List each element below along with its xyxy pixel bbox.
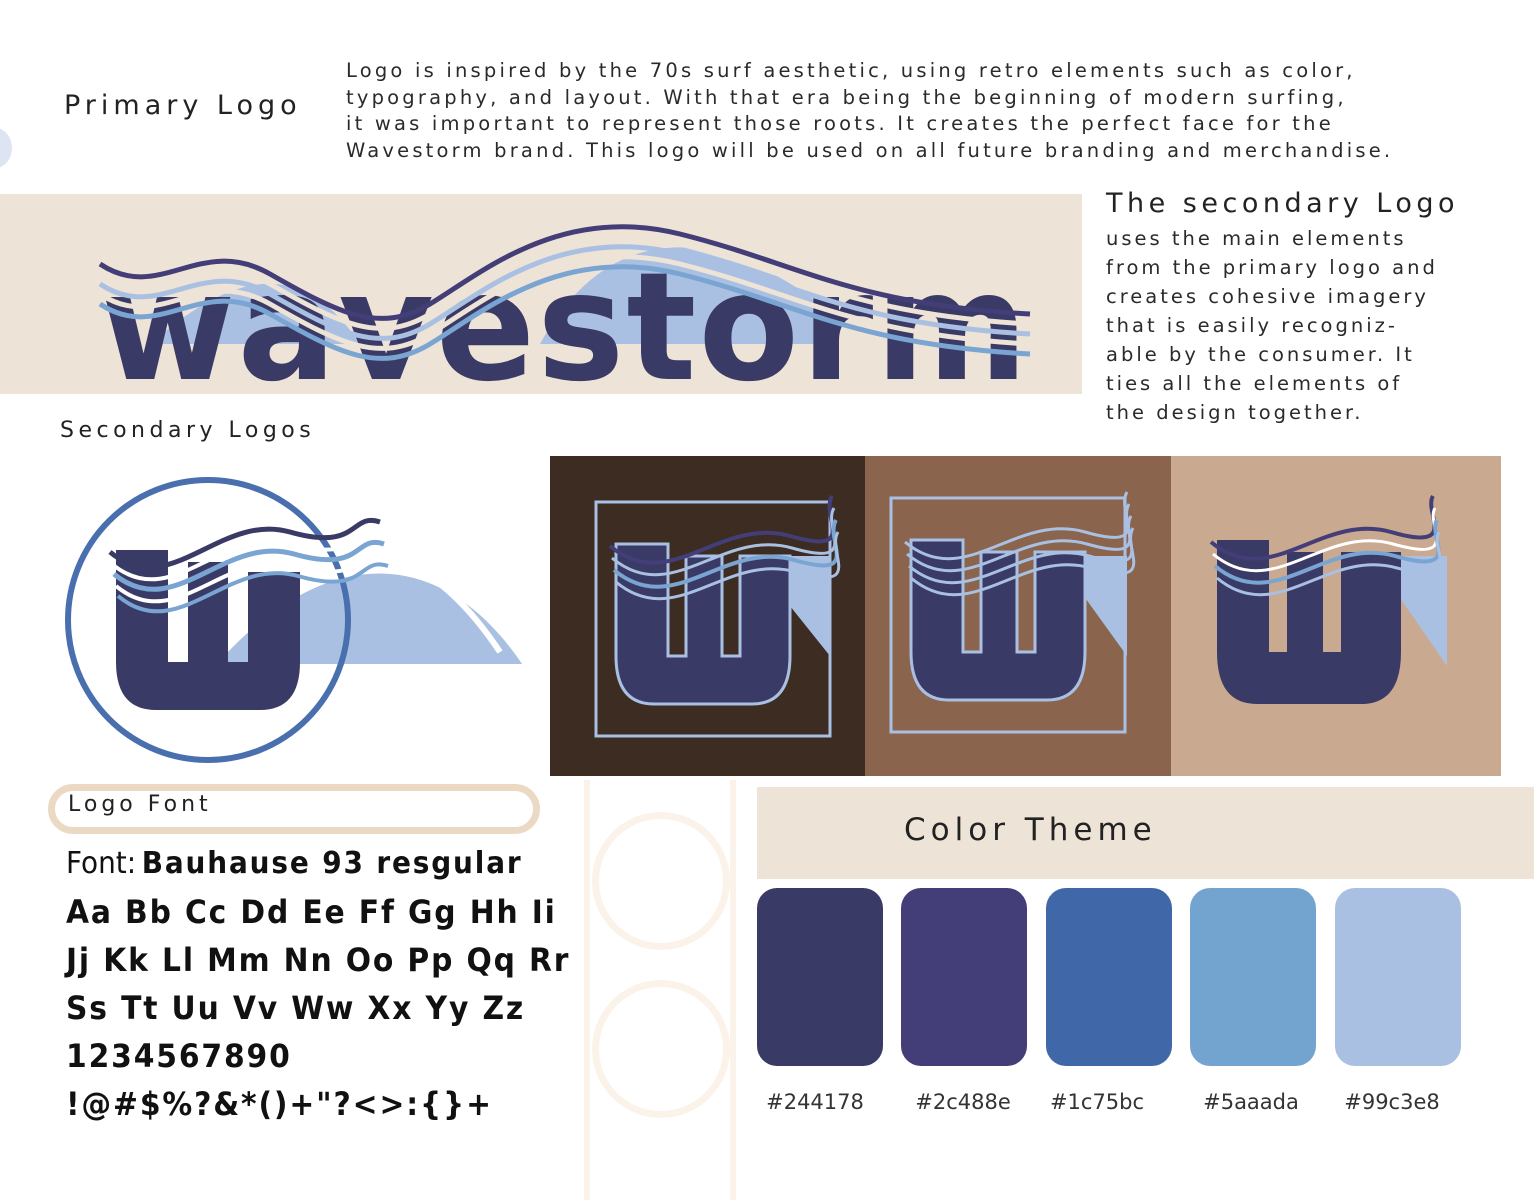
specimen-line: Aa Bb Cc Dd Ee Ff Gg Hh Ii bbox=[66, 893, 557, 931]
logo-panel-light bbox=[1171, 456, 1501, 776]
specimen-line: Ss Tt Uu Vv Ww Xx Yy Zz bbox=[66, 989, 526, 1027]
description-line: typography, and layout. With that era being the beginning of modern surfing, bbox=[346, 85, 1347, 109]
font-name-row bbox=[66, 840, 550, 888]
description-line: from the primary logo and bbox=[1106, 256, 1438, 279]
description-line: creates cohesive imagery bbox=[1106, 285, 1429, 308]
color-swatch bbox=[901, 888, 1027, 1066]
description-line: that is easily recogniz- bbox=[1106, 314, 1398, 337]
decorative-ring bbox=[592, 980, 730, 1118]
decorative-line bbox=[730, 780, 736, 1200]
font-prefix: Font: bbox=[66, 846, 137, 881]
swatch-hex-label: #2c488e bbox=[915, 1090, 1011, 1114]
w-logo-tan bbox=[1171, 456, 1501, 776]
decorative-blob bbox=[0, 128, 12, 168]
description-line: able by the consumer. It bbox=[1106, 343, 1415, 366]
font-specimen bbox=[66, 840, 586, 1128]
description-line: ties all the elements of bbox=[1106, 372, 1403, 395]
description-line: uses the main elements bbox=[1106, 227, 1407, 250]
wavestorm-wordmark-logo bbox=[0, 194, 1082, 394]
font-name: Bauhause 93 resgular bbox=[141, 846, 523, 881]
description-line: the design together. bbox=[1106, 401, 1364, 424]
specimen-line: !@#$%?&*()+"?<>:{}+ bbox=[66, 1085, 493, 1123]
primary-logo-title: Primary Logo bbox=[64, 90, 302, 121]
wordmark-text: wavestorm bbox=[100, 241, 1030, 394]
color-swatch bbox=[757, 888, 883, 1066]
decorative-ring bbox=[592, 812, 730, 950]
color-swatch bbox=[1335, 888, 1461, 1066]
circle-w-logo bbox=[60, 472, 540, 772]
specimen-line: Jj Kk Ll Mm Nn Oo Pp Qq Rr bbox=[66, 941, 571, 979]
color-theme-title: Color Theme bbox=[904, 812, 1157, 848]
logo-panel-dark bbox=[550, 456, 865, 776]
swatch-hex-label: #1c75bc bbox=[1049, 1090, 1145, 1114]
description-line: Wavestorm brand. This logo will be used on all future branding and merchandise. bbox=[346, 138, 1394, 162]
logo-panel-mid bbox=[865, 456, 1171, 776]
swatch-hex-label: #244178 bbox=[766, 1090, 864, 1114]
primary-logo-description bbox=[346, 58, 1526, 164]
w-logo-boxed-mid bbox=[865, 456, 1171, 776]
color-swatch bbox=[1046, 888, 1172, 1066]
swatch-hex-label: #99c3e8 bbox=[1344, 1090, 1440, 1114]
color-swatch bbox=[1190, 888, 1316, 1066]
secondary-logo-title: The secondary Logo bbox=[1106, 188, 1460, 219]
description-line: Logo is inspired by the 70s surf aesthetic, using retro elements such as color, bbox=[346, 59, 1356, 82]
swatch-hex-label: #5aaada bbox=[1203, 1090, 1299, 1114]
specimen-line: 1234567890 bbox=[66, 1037, 292, 1075]
w-logo-boxed-dark bbox=[550, 456, 865, 776]
primary-logo-banner bbox=[0, 194, 1082, 394]
logo-font-label: Logo Font bbox=[68, 792, 212, 817]
description-line: it was important to represent those roots. It creates the perfect face for the bbox=[346, 112, 1334, 135]
secondary-logos-label: Secondary Logos bbox=[60, 418, 316, 443]
secondary-logo-description bbox=[1106, 224, 1526, 427]
